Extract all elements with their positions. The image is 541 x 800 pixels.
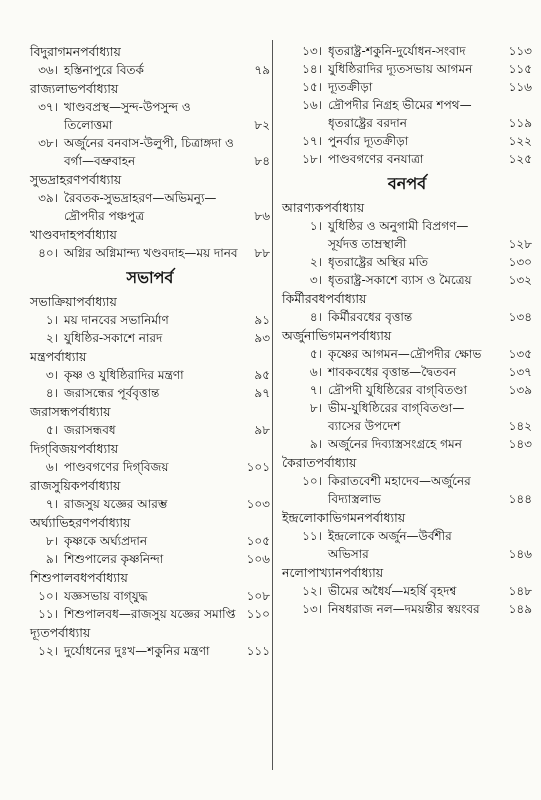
entry-number: ১৪। — [302, 62, 322, 76]
page-number: ১৪৮ — [508, 584, 532, 598]
page-number: ৯৫ — [254, 368, 270, 382]
section-heading: আরণ্যকপর্বাধ্যায় — [282, 200, 365, 215]
entry-number: ৭। — [45, 497, 58, 511]
entry-number: ৩৮। — [38, 136, 58, 150]
entry-number: ৫। — [45, 423, 58, 437]
page-number: ১২৮ — [508, 237, 532, 251]
right-column — [282, 42, 532, 618]
toc-entry — [282, 150, 532, 168]
page-number: ৯৭ — [254, 386, 270, 400]
section-heading: মন্ত্রপর্বাধ্যায় — [30, 349, 87, 364]
toc-entry — [30, 366, 270, 384]
entry-title: যুধিষ্ঠির-সকাশে নারদ — [64, 331, 163, 345]
section-heading: শিশুপালবধপর্বাধ্যায় — [30, 570, 128, 585]
entry-title: খাণ্ডবপ্রস্থ—সুন্দ-উপসুন্দ ও তিলোত্তমা — [64, 100, 191, 132]
entry-title: ধৃতরাষ্ট্র-শকুনি-দুর্যোধন-সংবাদ — [328, 44, 466, 58]
page-number: ৯১ — [254, 313, 270, 327]
entry-number: ১৬। — [302, 98, 322, 112]
entry-number: ৪। — [309, 310, 322, 324]
toc-entry — [282, 60, 532, 78]
entry-title: কৃষ্ণের আগমন—দ্রৌপদীর ক্ষোভ — [328, 347, 482, 361]
toc-entry — [30, 532, 270, 550]
toc-entry — [282, 600, 532, 618]
toc-entry — [282, 132, 532, 150]
page-number: ১৩৯ — [508, 383, 532, 397]
toc-entry — [282, 78, 532, 96]
page-number: ১০৫ — [246, 534, 270, 548]
section-heading: অর্ঘ্যাভিহরণপর্বাধ্যায় — [30, 515, 131, 530]
entry-title: ধৃতরাষ্ট্র-সকাশে ব্যাস ও মৈত্রেয় — [328, 273, 472, 287]
page-number: ১৪৩ — [508, 437, 532, 451]
section-heading: অর্জুনাভিগমনপর্বাধ্যায় — [282, 328, 392, 343]
page-number: ১২৫ — [508, 152, 532, 166]
page-number: ৮৮ — [254, 246, 270, 260]
entry-title: দ্যূতক্রীড়া — [328, 80, 373, 94]
entry-number: ৩। — [309, 273, 322, 287]
toc-entry — [282, 253, 532, 271]
page-number: ১১৫ — [508, 62, 532, 76]
entry-number: ৫। — [309, 347, 322, 361]
toc-entry — [30, 642, 270, 660]
page-number: ৮৬ — [254, 209, 270, 223]
entry-title: ভীমের অধৈর্য—মহর্ষি বৃহদশ্ব — [328, 584, 457, 598]
entry-number: ৯। — [309, 437, 322, 451]
section-heading: রাজ্যলাভপর্বাধ্যায় — [30, 81, 119, 96]
page-number: ৯৩ — [254, 331, 270, 345]
entry-title: দ্রৌপদী যুধিষ্ঠিরের বাগ্‌বিতণ্ডা — [328, 383, 467, 397]
section-heading: ইন্দ্রলোকাভিগমনপর্বাধ্যায় — [282, 510, 406, 525]
entry-number: ১৩। — [302, 602, 322, 616]
toc-entry — [30, 61, 270, 79]
section-heading: কির্মীরবধপর্বাধ্যায় — [282, 291, 367, 306]
toc-entry — [30, 550, 270, 568]
entry-number: ৬। — [309, 365, 322, 379]
page-number: ৮২ — [254, 118, 270, 132]
left-column — [30, 42, 270, 660]
section-heading: দ্যূতপর্বাধ্যায় — [30, 625, 91, 640]
page-number: ১০৬ — [246, 552, 270, 566]
toc-entry — [30, 329, 270, 347]
page-number: ১৪৪ — [508, 492, 532, 506]
page-number: ১৩০ — [508, 255, 532, 269]
entry-title: ময় দানবের সভানির্মাণ — [64, 313, 169, 327]
toc-entry — [30, 421, 270, 439]
toc-entry — [30, 134, 270, 170]
toc-entry — [30, 458, 270, 476]
toc-entry — [30, 605, 270, 623]
entry-number: ২। — [309, 255, 322, 269]
entry-number: ৮। — [309, 401, 322, 415]
page-number: ৭৯ — [254, 63, 270, 77]
entry-number: ৪০। — [38, 246, 58, 260]
section-heading: সুভদ্রাহরণপর্বাধ্যায় — [30, 172, 122, 187]
entry-number: ১১। — [302, 529, 322, 543]
toc-entry — [282, 271, 532, 289]
entry-title: অগ্নির অগ্নিমান্দ্য খণ্ডবদাহ—ময় দানব — [64, 246, 238, 260]
page-number: ১০৮ — [246, 589, 270, 603]
entry-title: নিষধরাজ নল—দময়ন্তীর স্বয়ংবর — [328, 602, 480, 616]
page-number: ১০৩ — [246, 497, 270, 511]
parva-title: সভাপর্ব — [126, 268, 174, 287]
entry-title: ভীম-যুধিষ্ঠিরের বাগ্‌বিতণ্ডা—ব্যাসের উপদেশ — [328, 401, 465, 433]
toc-entry — [282, 381, 532, 399]
toc-entry — [282, 435, 532, 453]
entry-title: কিরাতবেশী মহাদেব—অর্জুনের বিদ্যাস্ত্রলাভ — [328, 474, 471, 506]
page-number: ১৩২ — [508, 273, 532, 287]
entry-title: যজ্ঞসভায় বাগ্‌যুদ্ধ — [64, 589, 148, 603]
entry-number: ৯। — [45, 552, 58, 566]
toc-entry — [282, 42, 532, 60]
toc-entry — [282, 363, 532, 381]
section-heading: বিদুরাগমনপর্বাধ্যায় — [30, 44, 121, 59]
page-number: ১২২ — [508, 134, 532, 148]
parva-title: বনপর্ব — [387, 174, 427, 193]
toc-entry — [282, 308, 532, 326]
section-heading: নলোপাখ্যানপর্বাধ্যায় — [282, 565, 384, 580]
page-number: ১১১ — [246, 644, 270, 658]
entry-title: যুধিষ্ঠিরাদির দ্যূতসভায় আগমন — [328, 62, 473, 76]
entry-number: ১৩। — [302, 44, 322, 58]
entry-number: ১। — [45, 313, 58, 327]
entry-title: হস্তিনাপুরে বিতর্ক — [64, 63, 144, 77]
toc-entry — [30, 244, 270, 262]
toc-entry — [30, 98, 270, 134]
entry-number: ১২। — [38, 644, 58, 658]
entry-number: ৪। — [45, 386, 58, 400]
entry-title: কৃষ্ণ ও যুধিষ্ঠিরাদির মন্ত্রণা — [64, 368, 184, 382]
entry-title: শাবকবধের বৃত্তান্ত—দ্বৈতবন — [328, 365, 457, 379]
entry-title: অর্জুনের বনবাস-উলুপী, চিত্রাঙ্গদা ও বর্গা—বভ্রুবাহন — [64, 136, 234, 168]
entry-number: ৬। — [45, 460, 58, 474]
toc-entry — [30, 189, 270, 225]
entry-title: পুনর্বার দ্যূতক্রীড়া — [328, 134, 409, 148]
entry-number: ১৫। — [302, 80, 322, 94]
page-number: ১১৬ — [508, 80, 532, 94]
entry-number: ৩৭। — [38, 100, 58, 114]
entry-number: ১৮। — [302, 152, 322, 166]
entry-number: ১০। — [302, 474, 322, 488]
page-number: ১৩৫ — [508, 347, 532, 361]
toc-entry — [282, 96, 532, 132]
entry-title: ধৃতরাষ্ট্রের অস্থির মতি — [328, 255, 428, 269]
entry-number: ৩৬। — [38, 63, 58, 77]
entry-title: দুর্যোধনের দুঃখ—শকুনির মন্ত্রণা — [64, 644, 210, 658]
page-number: ১৪৬ — [508, 547, 532, 561]
entry-title: রাজসুয় যজ্ঞের আরম্ভ — [64, 497, 168, 511]
toc-entry — [30, 495, 270, 513]
page-number: ১৪৯ — [508, 602, 532, 616]
entry-number: ২। — [45, 331, 58, 345]
page-number: ১৩৪ — [508, 310, 532, 324]
page-number: ৯৮ — [254, 423, 270, 437]
entry-number: ১২। — [302, 584, 322, 598]
entry-title: শিশুপালবধ—রাজসুয় যজ্ঞের সমাপ্তি — [64, 607, 236, 621]
page-number: ৮৪ — [254, 154, 270, 168]
entry-number: ১০। — [38, 589, 58, 603]
entry-title: পাণ্ডবগণের বনযাত্রা — [328, 152, 424, 166]
section-heading: দিগ্‌বিজয়পর্বাধ্যায় — [30, 441, 119, 456]
entry-title: ইন্দ্রলোকে অর্জুন—উর্বশীর অভিসার — [328, 529, 452, 561]
toc-entry — [282, 399, 532, 435]
toc-entry — [282, 582, 532, 600]
entry-number: ১। — [309, 219, 322, 233]
entry-title: জরাসন্ধের পূর্ববৃত্তান্ত — [64, 386, 160, 400]
entry-title: শিশুপালের কৃষ্ণনিন্দা — [64, 552, 164, 566]
page-number: ১১০ — [246, 607, 270, 621]
entry-title: কৃষ্ণকে অর্ঘ্যপ্রদান — [64, 534, 148, 548]
toc-entry — [30, 587, 270, 605]
entry-title: জরাসন্ধবধ — [64, 423, 116, 437]
entry-number: ৮। — [45, 534, 58, 548]
section-heading: জরাসন্ধপর্বাধ্যায় — [30, 404, 111, 419]
toc-entry — [282, 345, 532, 363]
page-number: ১৪২ — [508, 419, 532, 433]
entry-title: কির্মীরবধের বৃত্তান্ত — [328, 310, 413, 324]
entry-title: যুধিষ্ঠির ও অনুগামী বিপ্রগণ—সূর্যদত্ত তাম্রস্থালী — [328, 219, 469, 251]
section-heading: সভাক্রিয়াপর্বাধ্যায় — [30, 294, 117, 309]
entry-number: ১৭। — [302, 134, 322, 148]
entry-number: ৩। — [45, 368, 58, 382]
entry-number: ৭। — [309, 383, 322, 397]
entry-number: ৩৯। — [38, 191, 58, 205]
entry-title: রৈবতক-সুভদ্রাহরণ—অভিমন্যু—দ্রৌপদীর পঞ্চপুত্র — [64, 191, 217, 223]
toc-entry — [30, 311, 270, 329]
page-number: ১৩৭ — [508, 365, 532, 379]
entry-title: দ্রৌপদীর নিগ্রহ ভীমের শপথ—ধৃতরাষ্ট্রের বরদান — [328, 98, 472, 130]
toc-entry — [282, 472, 532, 508]
entry-title: অর্জুনের দিব্যাস্ত্রসংগ্রহে গমন — [328, 437, 462, 451]
section-heading: রাজসুয়িকপর্বাধ্যায় — [30, 478, 121, 493]
section-heading: খাণ্ডবদাহপর্বাধ্যায় — [30, 227, 117, 242]
toc-entry — [282, 527, 532, 563]
section-heading: কৈরাতপর্বাধ্যায় — [282, 455, 357, 470]
entry-number: ১১। — [38, 607, 58, 621]
entry-title: পাণ্ডবগণের দিগ্‌বিজয় — [64, 460, 169, 474]
toc-entry — [30, 384, 270, 402]
column-divider — [272, 40, 273, 770]
toc-entry — [282, 217, 532, 253]
page-number: ১১৯ — [508, 116, 532, 130]
page-number: ১০১ — [246, 460, 270, 474]
page-number: ১১৩ — [508, 44, 532, 58]
